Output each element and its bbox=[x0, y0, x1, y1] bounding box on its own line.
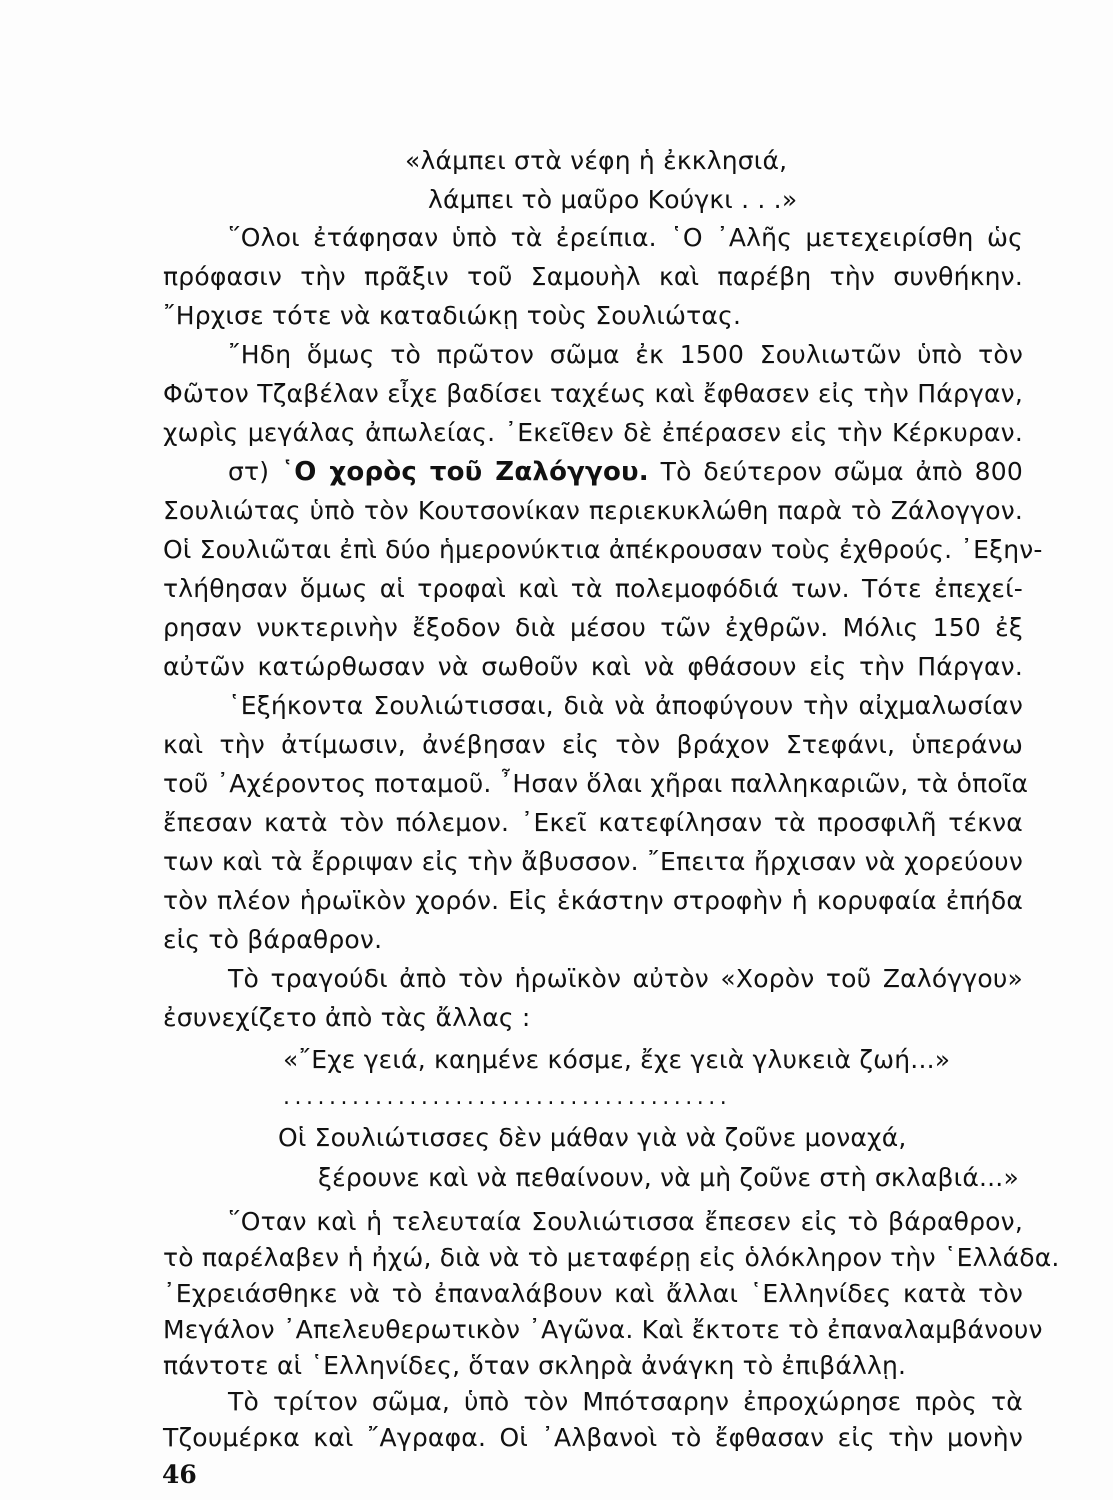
text-line: ῎Ηδη ὅμως τὸ πρῶτον σῶμα ἐκ 1500 Σουλιωτῶν ὑπὸ τὸν bbox=[228, 340, 1023, 369]
text-line: Οἱ Σουλιῶται ἐπὶ δύο ἡμερονύκτια ἀπέκρουσαν τοὺς ἐχθρούς. ᾿Εξην- bbox=[163, 535, 1043, 564]
verse-line-2: λάμπει τὸ μαῦρο Κούγκι . . .» bbox=[428, 185, 798, 214]
song-line-1: «῎Εχε γειά, καημένε κόσμε, ἔχε γειὰ γλυκειὰ ζωή...» bbox=[283, 1045, 951, 1074]
text-line: ῾Εξήκοντα Σουλιώτισσαι, διὰ νὰ ἀποφύγουν τὴν αἰχμαλωσίαν bbox=[228, 691, 1023, 720]
section-rest: Τὸ δεύτερον σῶμα ἀπὸ 800 bbox=[660, 457, 1023, 486]
text-line: ῞Ολοι ἐτάφησαν ὑπὸ τὰ ἐρείπια. ῾Ο ᾿Αλῆς μετεχειρίσθη ὡς bbox=[228, 223, 1023, 252]
verse-line-1: «λάμπει στὰ νέφη ἡ ἐκκλησιά, bbox=[405, 146, 788, 175]
text-line: Τζουμέρκα καὶ ῎Αγραφα. Οἱ ᾿Αλβανοὶ τὸ ἔφθασαν εἰς τὴν μονὴν bbox=[163, 1423, 1023, 1452]
text-line: Τὸ τρίτον σῶμα, ὑπὸ τὸν Μπότσαρην ἐπροχώρησε πρὸς τὰ bbox=[228, 1387, 1023, 1416]
text-line: τὸ παρέλαβεν ἡ ἠχώ, διὰ νὰ τὸ μεταφέρῃ εἰς ὁλόκληρον τὴν ῾Ελλάδα. bbox=[163, 1243, 1060, 1272]
text-line: αὐτῶν κατώρθωσαν νὰ σωθοῦν καὶ νὰ φθάσουν εἰς τὴν Πάργαν. bbox=[163, 652, 1023, 681]
text-line: Μεγάλον ᾿Απελευθερωτικὸν ᾿Αγῶνα. Καὶ ἔκτοτε τὸ ἐπαναλαμβάνουν bbox=[163, 1315, 1043, 1344]
section-title: ῾Ο χορὸς τοῦ Ζαλόγγου. bbox=[281, 457, 649, 487]
song-line-3: ξέρουνε καὶ νὰ πεθαίνουν, νὰ μὴ ζοῦνε στὴ σκλαβιά...» bbox=[318, 1163, 1019, 1192]
text-line: πρόφασιν τὴν πρᾶξιν τοῦ Σαμουὴλ καὶ παρέβη τὴν συνθήκην. bbox=[163, 262, 1023, 291]
text-line: ἐσυνεχίζετο ἀπὸ τὰς ἄλλας : bbox=[163, 1003, 531, 1032]
text-line: των καὶ τὰ ἔρριψαν εἰς τὴν ἄβυσσον. ῎Επειτα ἤρχισαν νὰ χορεύουν bbox=[163, 847, 1023, 876]
text-line: τοῦ ᾿Αχέροντος ποταμοῦ. ῏Ησαν ὅλαι χῆραι παλληκαριῶν, τὰ ὁποῖα bbox=[163, 769, 1029, 798]
text-line: ῎Ηρχισε τότε νὰ καταδιώκῃ τοὺς Σουλιώτας. bbox=[163, 301, 742, 330]
text-line: τὸν πλέον ἡρωϊκὸν χορόν. Εἰς ἑκάστην στροφὴν ἡ κορυφαία ἐπήδα bbox=[163, 886, 1023, 915]
text-line: ῞Οταν καὶ ἡ τελευταία Σουλιώτισσα ἔπεσεν εἰς τὸ βάραθρον, bbox=[228, 1207, 1023, 1236]
text-line: πάντοτε αἱ ῾Ελληνίδες, ὅταν σκληρὰ ἀνάγκη τὸ ἐπιβάλλῃ. bbox=[163, 1351, 907, 1380]
text-line: ᾿Εχρειάσθηκε νὰ τὸ ἐπαναλάβουν καὶ ἄλλαι ῾Ελληνίδες κατὰ τὸν bbox=[163, 1279, 1023, 1308]
text-line: καὶ τὴν ἀτίμωσιν, ἀνέβησαν εἰς τὸν βράχον Στεφάνι, ὑπεράνω bbox=[163, 730, 1023, 759]
text-line: τλήθησαν ὅμως αἱ τροφαὶ καὶ τὰ πολεμοφόδιά των. Τότε ἐπεχεί- bbox=[163, 574, 1023, 603]
song-line-2: Οἱ Σουλιώτισσες δὲν μάθαν γιὰ νὰ ζοῦνε μοναχά, bbox=[278, 1123, 907, 1152]
text-line: εἰς τὸ βάραθρον. bbox=[163, 925, 383, 954]
page-number: 46 bbox=[162, 1460, 197, 1489]
text-line: Σουλιώτας ὑπὸ τὸν Κουτσονίκαν περιεκυκλώθη παρὰ τὸ Ζάλογγον. bbox=[163, 496, 1023, 525]
ellipsis-dots: ....................................... bbox=[283, 1085, 732, 1110]
text-line: ρησαν νυκτερινὴν ἔξοδον διὰ μέσου τῶν ἐχθρῶν. Μόλις 150 ἐξ bbox=[163, 613, 1023, 642]
text-line: ἔπεσαν κατὰ τὸν πόλεμον. ᾿Εκεῖ κατεφίλησαν τὰ προσφιλῆ τέκνα bbox=[163, 808, 1023, 837]
text-line: χωρὶς μεγάλας ἀπωλείας. ᾿Εκεῖθεν δὲ ἐπέρασεν εἰς τὴν Κέρκυραν. bbox=[163, 418, 1023, 447]
text-line: Φῶτον Τζαβέλαν εἶχε βαδίσει ταχέως καὶ ἔφθασεν εἰς τὴν Πάργαν, bbox=[163, 379, 1023, 408]
text-line: Τὸ τραγούδι ἀπὸ τὸν ἡρωϊκὸν αὐτὸν «Χορὸν τοῦ Ζαλόγγου» bbox=[228, 964, 1023, 993]
section-label: στ) bbox=[228, 457, 270, 486]
section-heading-line bbox=[228, 454, 1023, 490]
